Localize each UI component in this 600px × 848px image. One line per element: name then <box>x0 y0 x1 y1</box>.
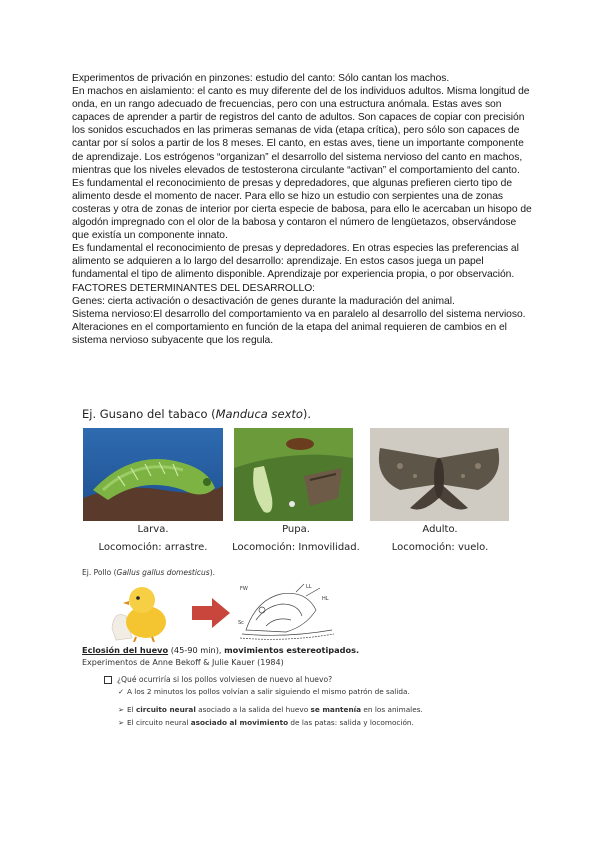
paragraph-finches-title: Experimentos de privación en pinzones: estudio del canto: Sólo cantan los machos. <box>72 73 450 84</box>
paragraph-prey-learned: Es fundamental el reconocimiento de presas y depredadores. En otras especies las preferencias al alimento se adquieren a lo largo del desarrollo: aprendizaje. En estos casos juega un papel fundamental el tipo de alimento disponible. Aprendizaje por experiencia propia, o por observación. <box>72 243 519 281</box>
arrow-bullet-icon: ➢ <box>118 718 125 727</box>
paragraph-prey-innate: Es fundamental el reconocimiento de presas y depredadores, que algunas prefieren cierto tipo de alimento desde el momento de nacer. Para ello se hizo un estudio con serpientes una de zonas costeras y otra de zonas de interior por cierta especie de babosa, para ello le acercaban un hisopo de algodón impregnado con el olor de la babosa y contaron el número de lengüetazos, observándose que existía un componente innato. <box>72 177 532 242</box>
arrow-bullet-icon: ➢ <box>118 705 125 714</box>
paragraph-genes: Genes: cierta activación o desactivación de genes durante la maduración del animal. <box>72 295 455 307</box>
larva-photo <box>83 428 223 521</box>
diagram-label-fw: FW <box>240 586 248 592</box>
checkmark-icon: ✓ <box>118 687 125 696</box>
paragraph-isolation: En machos en aislamiento: el canto es muy diferente del de los individuos adultos. Misma longitud de onda, en un rango adecuado de frecuencias, pero con una estructura anómala. Estas aves son capaces de aprender a partir de registros del canto de adultos. Son capaces de copiar con precisión los sonidos escuchados en las primeras semanas de vida (etapa crítica), pero sólo son capaces de cantar por sí solos a partir de los 8 meses. El canto, en estas aves, tiene un importante componente de aprendizaje. Los estrógenos “organizan” el desarrollo del sistema nervioso del canto en machos, mientras que los niveles elevados de testosterona circulante “activan” el comportamiento del canto. <box>72 86 530 176</box>
checkbox-icon <box>104 676 112 684</box>
paragraph-nervous-system: Sistema nervioso:El desarrollo del comportamiento va en paralelo al desarrollo del sistema nervioso. Alteraciones en el comportamiento en función de la etapa del animal requieren de cambios en el sistema nervioso subyacente que los regula. <box>72 308 526 346</box>
hatching-caption: Eclosión del huevo (45-90 min), movimientos estereotipados. <box>82 645 360 655</box>
conclusion-item-1: ➢ El circuito neural asociado a la salida del huevo se mantenía en los animales. <box>118 705 423 714</box>
stage-label-larva: Larva. <box>137 524 169 535</box>
arrow-right-icon <box>192 598 230 628</box>
locomotion-pupa: Locomoción: Inmovilidad. <box>232 542 360 553</box>
hatching-diagram <box>236 580 338 642</box>
locomotion-adult: Locomoción: vuelo. <box>391 542 489 553</box>
answer-item: ✓ A los 2 minutos los pollos volvían a salir siguiendo el mismo patrón de salida. <box>118 687 410 696</box>
stage-label-pupa: Pupa. <box>282 524 310 535</box>
species-name: Manduca sexto <box>215 407 303 421</box>
main-text <box>72 72 534 347</box>
question-item: ¿Qué ocurriría si los pollos volviesen de nuevo al huevo? <box>104 675 332 684</box>
chick-illustration <box>108 580 180 642</box>
pupa-photo <box>234 428 353 521</box>
diagram-label-sc: Sc <box>238 620 244 626</box>
example-title: Ej. Gusano del tabaco (Manduca sexto). <box>82 407 312 421</box>
experiment-reference: Experimentos de Anne Bekoff & Julie Kauer (1984) <box>82 658 284 667</box>
diagram-label-ll: LL <box>306 584 312 590</box>
section-heading-factors: FACTORES DETERMINANTES DEL DESARROLLO: <box>72 282 315 294</box>
stage-label-adult: Adulto. <box>422 524 458 535</box>
conclusion-item-2: ➢ El circuito neural asociado al movimiento de las patas: salida y locomoción. <box>118 718 414 727</box>
chick-example-title: Ej. Pollo (Gallus gallus domesticus). <box>82 568 216 577</box>
adult-moth-photo <box>370 428 509 521</box>
locomotion-larva: Locomoción: arrastre. <box>98 542 208 553</box>
diagram-label-hl: HL <box>322 596 329 602</box>
